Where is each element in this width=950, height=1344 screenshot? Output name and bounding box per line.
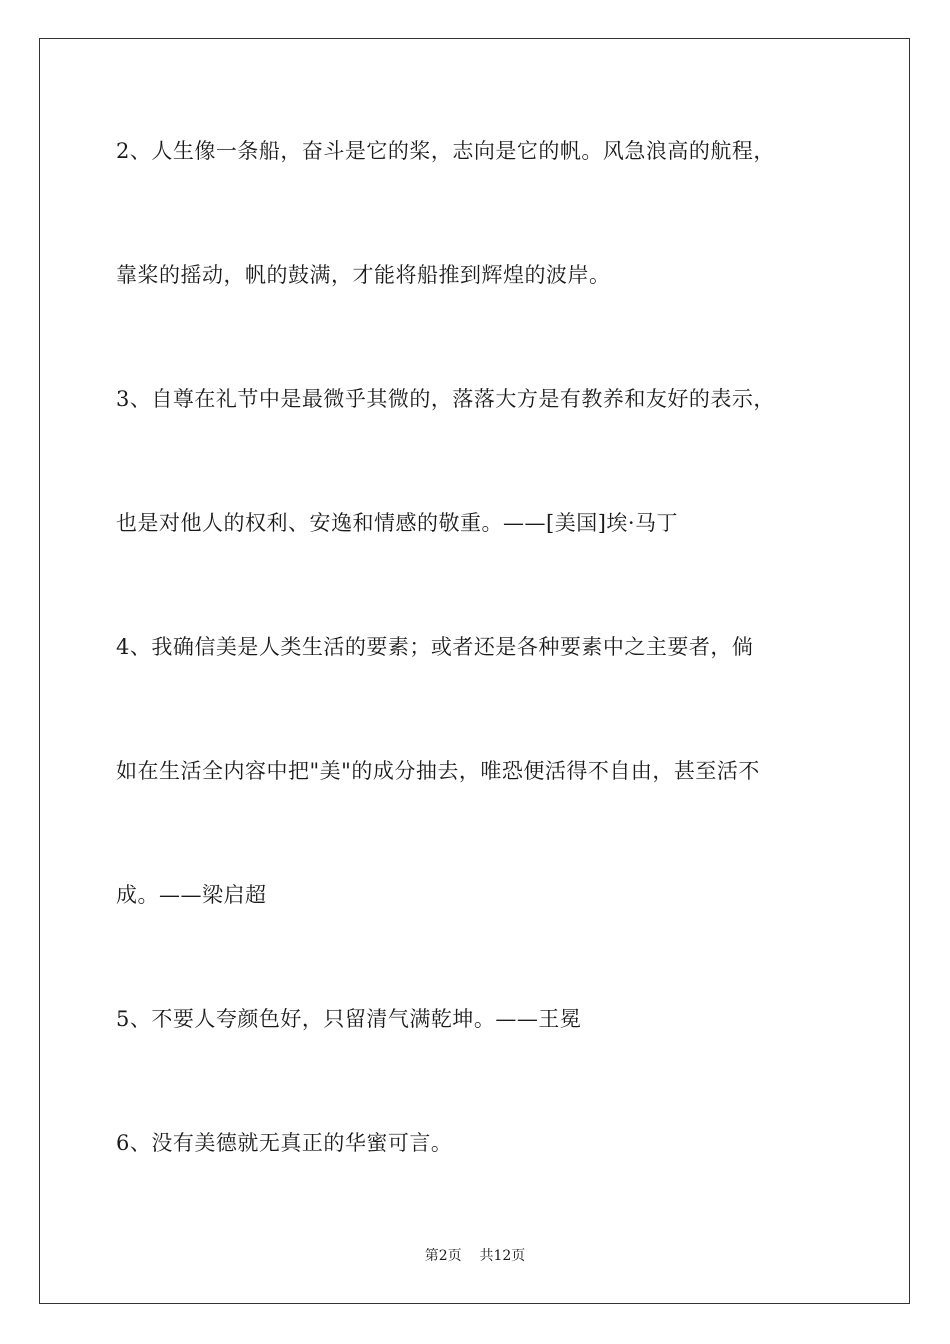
page-footer: [0, 1247, 950, 1265]
body-line-8: 5、不要人夸颜色好，只留清气满乾坤。——王冕: [116, 1007, 582, 1031]
body-line-3: 3、自尊在礼节中是最微乎其微的，落落大方是有教养和友好的表示，: [116, 387, 775, 411]
page-border: [39, 38, 910, 1304]
body-line-5: 4、我确信美是人类生活的要素；或者还是各种要素中之主要者，倘: [116, 635, 754, 659]
page-total: 共12页: [479, 1248, 526, 1264]
body-line-2: 靠桨的摇动，帆的鼓满，才能将船推到辉煌的波岸。: [116, 263, 611, 287]
body-line-4: 也是对他人的权利、安逸和情感的敬重。——[美国]埃·马丁: [116, 511, 679, 535]
body-line-9: 6、没有美德就无真正的华蜜可言。: [116, 1131, 453, 1155]
body-line-7: 成。——梁启超: [116, 883, 267, 907]
body-line-6: 如在生活全内容中把"美"的成分抽去，唯恐便活得不自由，甚至活不: [116, 759, 760, 783]
body-line-1: 2、人生像一条船，奋斗是它的桨，志向是它的帆。风急浪高的航程，: [116, 139, 775, 163]
page-number: 第2页: [424, 1248, 462, 1264]
